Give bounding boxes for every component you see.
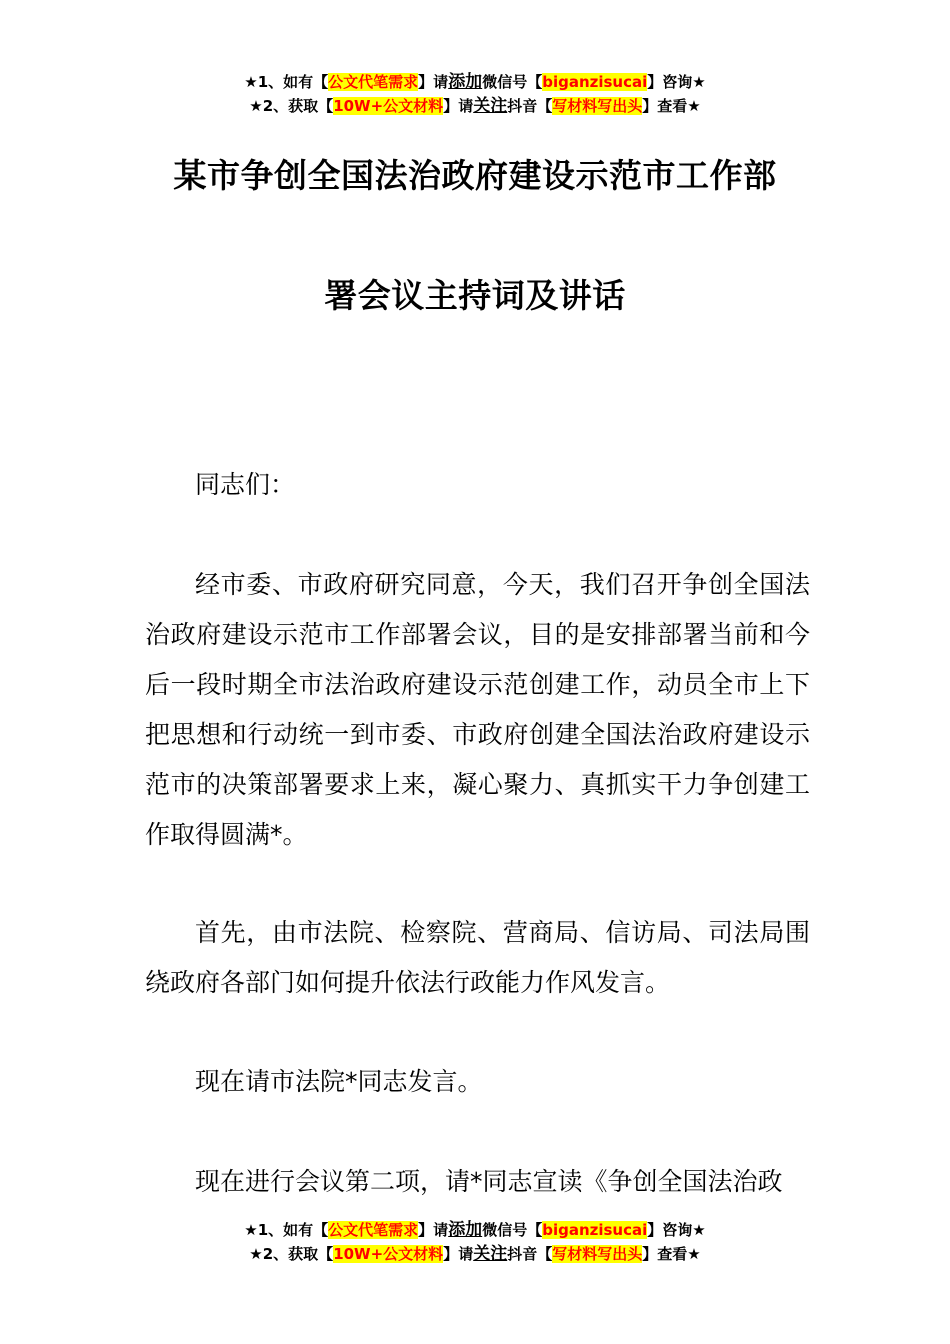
banner-line-1	[0, 70, 950, 94]
banner-emphasis: 添加	[448, 72, 483, 92]
paragraph-text: 现在进行会议第二项，请*同志宣读《争创全国法治政	[195, 1167, 783, 1196]
banner-text: 微信号【	[482, 73, 543, 91]
banner-text: 抖音【	[507, 1245, 553, 1263]
banner-text: ★1、如有【	[244, 1221, 329, 1239]
body-paragraph-1	[145, 560, 810, 860]
banner-text: 】请	[418, 1221, 449, 1239]
paragraph-text: 经市委、市政府研究同意，今天，我们召开争创全国法治政府建设示范市工作部署会议，目的是安排部署当前和今后一段时期全市法治政府建设示范创建工作，动员全市上下把思想和行动统一到市委、市政府创建全国法治政府建设示范市的决策部署要求上来，凝心聚力、真抓实干力争创建工作取得圆满*。	[145, 570, 810, 849]
greeting-text: 同志们：	[195, 470, 296, 499]
document-title-line-2: 署会议主持词及讲话	[324, 276, 626, 315]
banner-highlight: 10W+公文材料	[333, 97, 444, 115]
banner-line-2	[0, 1242, 950, 1266]
banner-text: ★2、获取【	[249, 97, 334, 115]
banner-highlight: 10W+公文材料	[333, 1245, 444, 1263]
banner-wechat-id: biganzisucai	[542, 1221, 648, 1239]
banner-text: 】咨询★	[647, 73, 706, 91]
banner-emphasis: 关注	[473, 96, 508, 116]
banner-highlight: 公文代笔需求	[328, 73, 419, 91]
banner-text: 微信号【	[482, 1221, 543, 1239]
banner-line-2	[0, 94, 950, 118]
banner-text: 】查看★	[642, 97, 701, 115]
header-banner	[0, 70, 950, 118]
paragraph-text: 现在请市法院*同志发言。	[195, 1067, 483, 1096]
body-paragraph-2	[145, 908, 810, 1008]
banner-highlight: 公文代笔需求	[328, 1221, 419, 1239]
banner-text: 】请	[443, 97, 474, 115]
banner-text: ★1、如有【	[244, 73, 329, 91]
body-paragraph-4	[145, 1157, 810, 1207]
banner-douyin-id: 写材料写出头	[552, 97, 643, 115]
document-title-line-1: 某市争创全国法治政府建设示范市工作部	[173, 156, 777, 195]
banner-douyin-id: 写材料写出头	[552, 1245, 643, 1263]
banner-text: 抖音【	[507, 97, 553, 115]
banner-text: ★2、获取【	[249, 1245, 334, 1263]
body-paragraph-3	[145, 1057, 810, 1107]
banner-text: 】请	[443, 1245, 474, 1263]
greeting-paragraph	[145, 460, 810, 510]
banner-emphasis: 添加	[448, 1220, 483, 1240]
footer-banner	[0, 1218, 950, 1266]
banner-text: 】查看★	[642, 1245, 701, 1263]
banner-wechat-id: biganzisucai	[542, 73, 648, 91]
banner-text: 】咨询★	[647, 1221, 706, 1239]
banner-line-1	[0, 1218, 950, 1242]
paragraph-text: 首先，由市法院、检察院、营商局、信访局、司法局围绕政府各部门如何提升依法行政能力作风发言。	[145, 918, 810, 997]
banner-text: 】请	[418, 73, 449, 91]
banner-emphasis: 关注	[473, 1244, 508, 1264]
